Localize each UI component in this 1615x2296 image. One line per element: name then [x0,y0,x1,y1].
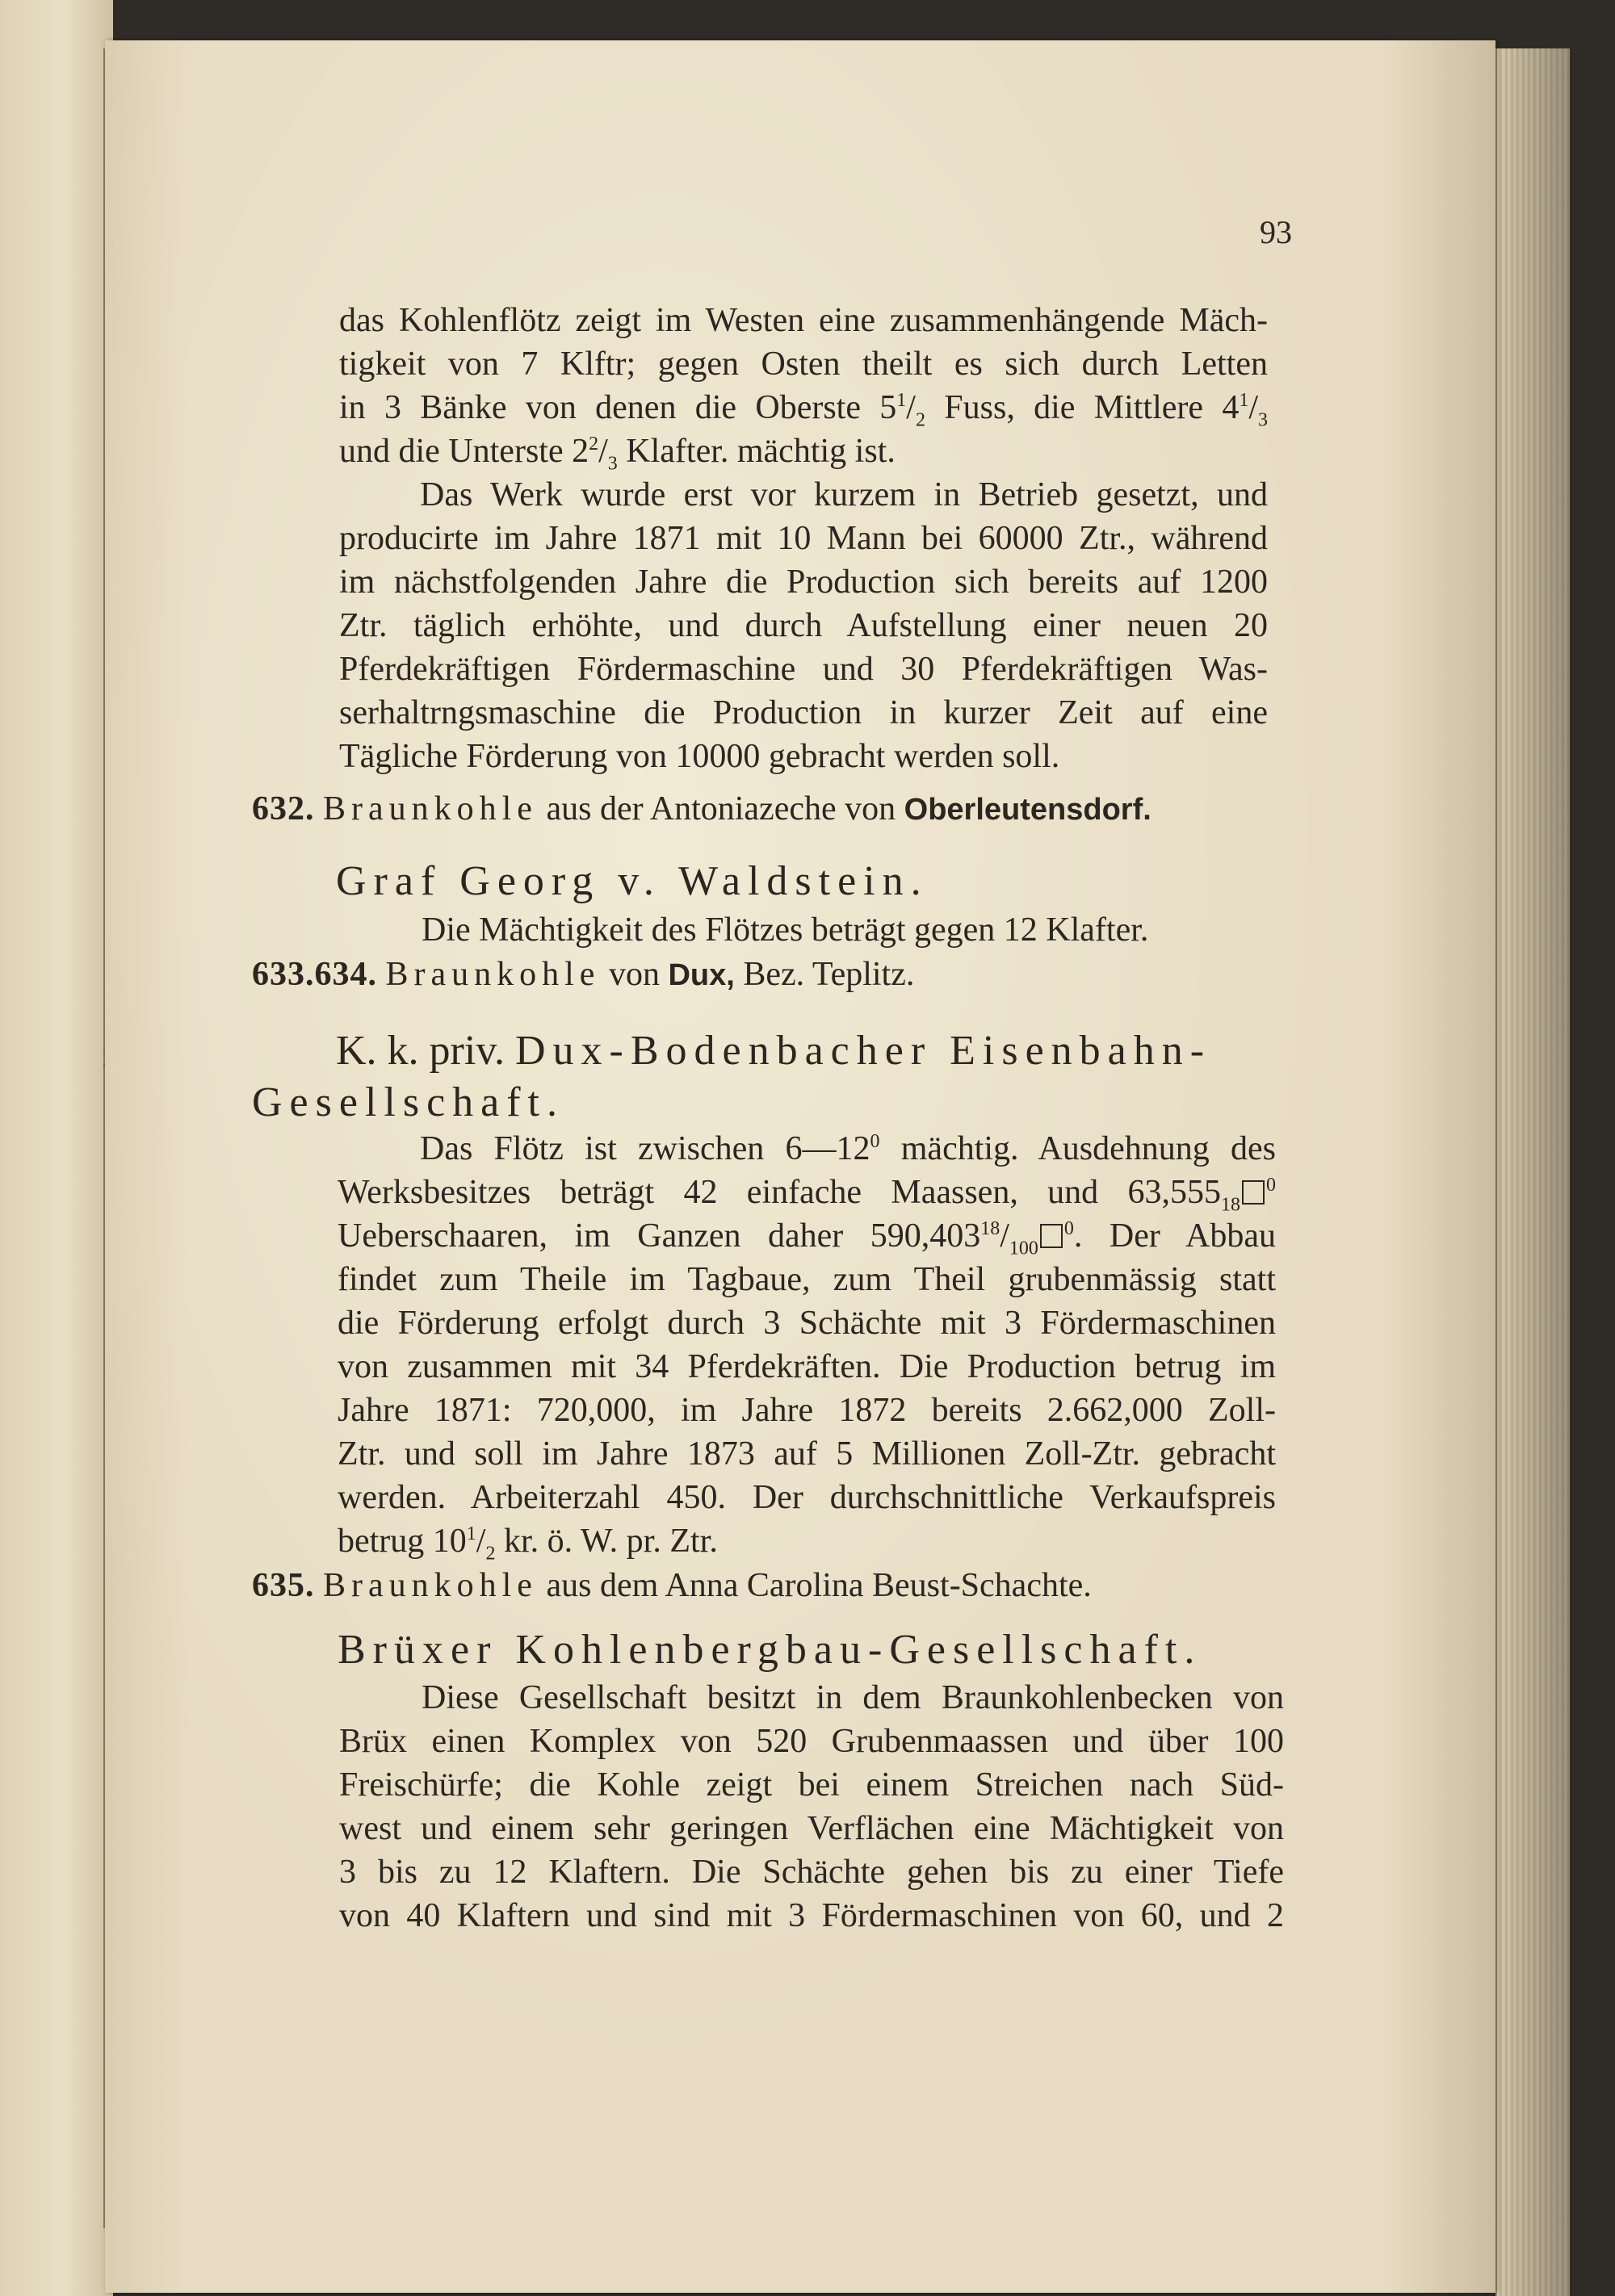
text-line: Ueberschaaren, im Ganzen daher $590,403^{18}/_{100}^0$. Der Abbau [338,1217,1276,1259]
text-line: und die Unterste $2^2/_3$ Klafter. mächtig ist. [339,433,896,475]
square-symbol [1242,1180,1265,1205]
text-line: Brüx einen Komplex von 520 Grubenmaassen und über 100 [339,1723,1284,1760]
product-name: Braunkohle [323,790,538,827]
exhibitor-name: Brüxer Kohlenbergbau-Gesellschaft. [338,1627,1202,1673]
text-line: von zusammen mit 34 Pferdekräften. Die Production betrug im [338,1348,1276,1385]
text-line: von 40 Klaftern und sind mit 3 Fördermaschinen von 60, und 2 [339,1897,1284,1934]
entry-number: 633. [252,956,315,993]
text-line: in 3 Bänke von denen die Oberste $5^1/_2$ Fuss, die Mittlere $4^1/_3$ [339,389,1269,431]
square-symbol [1040,1224,1063,1248]
entry-heading: 632. Braunkohle aus der Antoniazeche von Oberleutensdorf. [252,790,1151,827]
text-line: 3 bis zu 12 Klaftern. Die Schächte gehen bis zu einer Tiefe [339,1854,1284,1891]
text-line: producirte im Jahre 1871 mit 10 Mann bei 60000 Ztr., während [339,520,1268,557]
product-name: Braunkohle [323,1567,538,1604]
text-line: das Kohlenflötz zeigt im Westen eine zusammenhängende Mäch- [339,302,1268,339]
product-name: Braunkohle [385,956,601,993]
text-line: Jahre 1871: 720,000, im Jahre 1872 bereits 2.662,000 Zoll- [338,1392,1276,1429]
text-line: west und einem sehr geringen Verflächen eine Mächtigkeit von [339,1810,1284,1847]
text-line: im nächstfolgenden Jahre die Production sich bereits auf 1200 [339,564,1268,601]
text-line: werden. Arbeiterzahl 450. Der durchschnittliche Verkaufspreis [338,1479,1276,1516]
text-line: Das Werk wurde erst vor kurzem in Betrieb gesetzt, und [420,476,1268,513]
text-line: Tägliche Förderung von 10000 gebracht werden soll. [339,738,1060,775]
text-line: die Förderung erfolgt durch 3 Schächte mit 3 Fördermaschinen [338,1305,1276,1342]
text-line: findet zum Theile im Tagbaue, zum Theil grubenmässig statt [338,1261,1276,1298]
text-line: tigkeit von 7 Klftr; gegen Osten theilt es sich durch Letten [339,346,1268,383]
text-line: Die Mächtigkeit des Flötzes beträgt gegen 12 Klafter. [422,911,1149,949]
text-line: Das Flötz ist zwischen $6—12^0$ mächtig. Ausdehnung des [420,1130,1277,1167]
text-line: betrug $10^1/_2$ kr. ö. W. pr. Ztr. [338,1523,718,1565]
place-name: Dux, [668,958,735,992]
exhibitor-name: K. k. priv. Dux-Bodenbacher Eisenbahn- [336,1028,1212,1074]
book-page-edges [1495,48,1570,2296]
adjacent-page-edge [0,0,113,2296]
entry-number: 635. [252,1567,315,1604]
text-line: serhaltrngsmaschine die Production in kurzer Zeit auf eine [339,694,1268,731]
text-line: Diese Gesellschaft besitzt in dem Braunkohlenbecken von [422,1679,1284,1716]
page-number: 93 [1260,214,1292,250]
text-line: Werksbesitzes beträgt 42 einfache Maassen, und $63,555_{18}^0$ [338,1174,1276,1216]
entry-heading: 635. Braunkohle aus dem Anna Carolina Beust-Schachte. [252,1567,1092,1604]
text-line: Freischürfe; die Kohle zeigt bei einem Streichen nach Süd- [339,1766,1284,1804]
text-line: Pferdekräftigen Fördermaschine und 30 Pferdekräftigen Was- [339,651,1268,688]
exhibitor-name-cont: Gesellschaft. [252,1079,565,1125]
text-line: Ztr. täglich erhöhte, und durch Aufstellung einer neuen 20 [339,607,1268,644]
entry-number: 632. [252,790,315,827]
place-name: Oberleutensdorf. [904,793,1151,827]
text-line: Ztr. und soll im Jahre 1873 auf 5 Millionen Zoll-Ztr. gebracht [338,1435,1276,1473]
exhibitor-name: Graf Georg v. Waldstein. [336,858,929,904]
entry-heading: 633.634. Braunkohle von Dux, Bez. Teplitz. [252,956,915,993]
